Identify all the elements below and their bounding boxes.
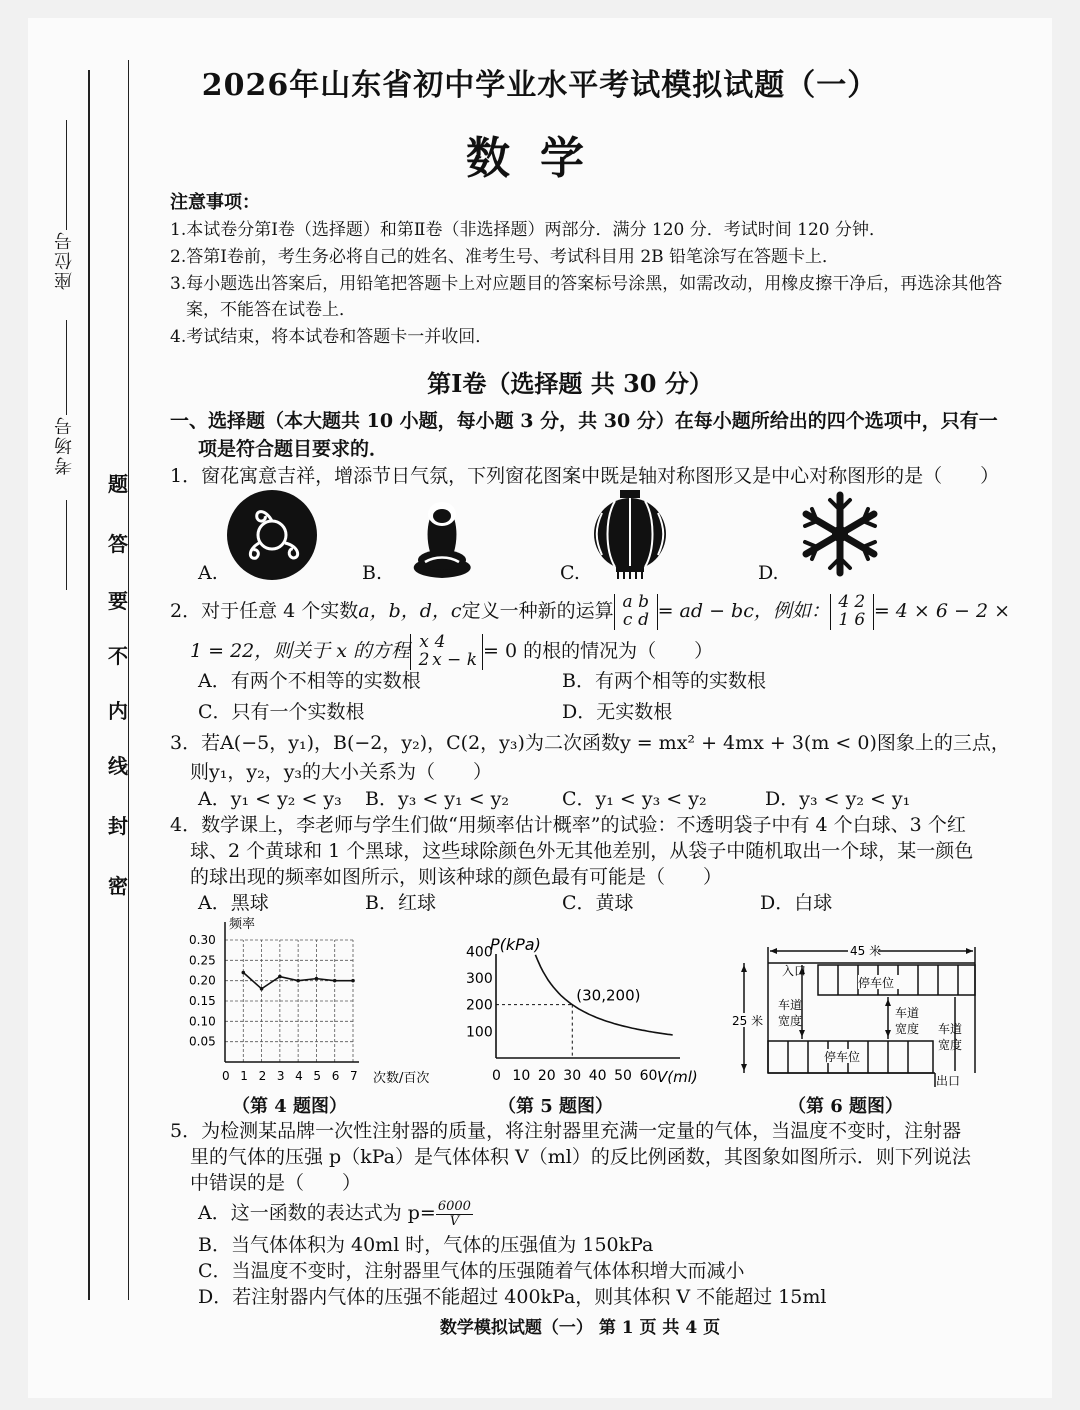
fig4-xtick-label: 0 bbox=[222, 1069, 230, 1083]
subject-title: 数学 bbox=[466, 133, 614, 184]
binding-line-inner bbox=[128, 60, 129, 1300]
name-blank[interactable] bbox=[66, 500, 67, 590]
det-cell: x bbox=[419, 632, 429, 652]
fig5-axes bbox=[496, 954, 680, 1058]
fig5-xtick-label: 30 bbox=[563, 1068, 582, 1084]
fig4-ytick-label: 0.25 bbox=[189, 953, 216, 968]
q2-def-result: = ad − bc，例如： bbox=[657, 599, 830, 622]
det-cell: b bbox=[638, 592, 650, 612]
fig4-data-point bbox=[278, 975, 282, 979]
fig6-parking-bottom: 停车位 bbox=[824, 1050, 861, 1064]
fig6-parking-top: 停车位 bbox=[858, 976, 895, 990]
q2-det-definition bbox=[614, 594, 658, 630]
q2-stem-a: 2．对于任意 4 个实数 bbox=[170, 599, 359, 622]
note-item: 1.本试卷分第Ⅰ卷（选择题）和第Ⅱ卷（非选择题）两部分．满分 120 分．考试时间 120 分钟． bbox=[170, 220, 886, 240]
fig4-data-point bbox=[260, 987, 264, 991]
fig4-xtick-label: 3 bbox=[276, 1069, 285, 1083]
q1-option-d[interactable]: D. bbox=[758, 562, 779, 584]
fig4-ytick-label: 0.15 bbox=[189, 994, 216, 1008]
q2-example-result: = 4 × 6 − 2 × bbox=[873, 599, 1011, 622]
q3-option-c[interactable]: C．y₁ < y₃ < y₂ bbox=[562, 788, 707, 810]
seal-char-5: 不 bbox=[108, 644, 128, 668]
q2-det-example bbox=[830, 594, 874, 630]
q3-option-d[interactable]: D．y₃ < y₂ < y₁ bbox=[765, 788, 911, 810]
det-cell: 2 bbox=[854, 592, 866, 612]
q5-option-c[interactable]: C．当温度不变时，注射器里气体的压强随着气体体积增大而减小 bbox=[198, 1260, 745, 1282]
fig6-exit: 出口 bbox=[936, 1074, 961, 1088]
fig5-series bbox=[496, 955, 673, 1058]
fig5-xtick-label: 50 bbox=[614, 1068, 632, 1084]
q4-option-d[interactable]: D．白球 bbox=[760, 892, 833, 914]
fig4-ytick-label: 0.20 bbox=[189, 973, 216, 988]
binding-line-outer bbox=[88, 70, 90, 1300]
fig4-xtick-label: 1 bbox=[240, 1069, 248, 1083]
seal-char-7: 答 bbox=[108, 532, 128, 556]
fig5-ylabel: P(kPa) bbox=[490, 935, 541, 954]
fig4-xtick-label: 5 bbox=[313, 1069, 322, 1083]
q3-stem-line1: 3．若A(−5，y₁)，B(−2，y₂)，C(2，y₃)为二次函数y = mx² + 4mx + 3(m < 0)图象上的三点， bbox=[170, 732, 1010, 754]
fig5-xtick-label: 40 bbox=[588, 1068, 607, 1084]
q5-option-a-fraction bbox=[436, 1200, 473, 1228]
q4-option-c[interactable]: C．黄球 bbox=[562, 892, 634, 914]
fig5-point-label: (30,200) bbox=[576, 986, 641, 1005]
fig4-xtick-label: 7 bbox=[350, 1069, 358, 1083]
fig5-xtick-label: 10 bbox=[512, 1068, 531, 1084]
exam-room-label: 考场号 bbox=[54, 415, 75, 475]
q5-stem-line2: 里的气体的压强 p（kPa）是气体体积 V（ml）的反比例函数，其图象如图所示．则下列说法 bbox=[190, 1146, 971, 1168]
notes-heading: 注意事项： bbox=[170, 192, 260, 213]
fig6-lane-left-2: 宽度 bbox=[778, 1014, 803, 1028]
q2-stem-b: 定义一种新的运算 bbox=[461, 599, 614, 622]
fig4-series bbox=[241, 971, 354, 991]
q1-option-b[interactable]: B. bbox=[362, 562, 383, 584]
fig4-ytick-label: 0.05 bbox=[189, 1034, 216, 1049]
q4-option-b[interactable]: B．红球 bbox=[365, 892, 436, 914]
q2-line2-a: 1 = 22，则关于 x 的方程 bbox=[190, 639, 411, 662]
fig6-lane-left-1: 车道 bbox=[778, 998, 803, 1012]
section-title: 第Ⅰ卷（选择题 共 30 分） bbox=[427, 369, 713, 398]
q1-option-a-papercut bbox=[225, 488, 320, 583]
q2-stem-line2 bbox=[190, 634, 713, 670]
det-cell: x − k bbox=[432, 649, 478, 670]
det-cell: 6 bbox=[854, 609, 866, 630]
q3-option-a[interactable]: A．y₁ < y₂ < y₃ bbox=[198, 788, 342, 810]
fig5-ytick-label: 200 bbox=[466, 997, 493, 1014]
q3-option-b[interactable]: B．y₃ < y₁ < y₂ bbox=[365, 788, 510, 810]
fig4-frequency-chart bbox=[185, 912, 445, 1087]
q1-option-c[interactable]: C. bbox=[560, 562, 580, 584]
q2-det-equation bbox=[410, 634, 483, 670]
fig5-ytick-label: 100 bbox=[466, 1024, 493, 1041]
fig5-pressure-chart bbox=[460, 930, 710, 1090]
q2-option-c[interactable]: C．只有一个实数根 bbox=[198, 701, 365, 723]
fig4-xtick-label: 6 bbox=[331, 1069, 340, 1083]
det-cell: c bbox=[622, 609, 633, 630]
fig4-xtick-label: 4 bbox=[295, 1069, 303, 1083]
q4-stem-line1: 4．数学课上，李老师与学生们做“用频率估计概率”的试验：不透明袋子中有 4 个白球、3 个红 bbox=[170, 814, 966, 836]
q5-option-b[interactable]: B．当气体体积为 40ml 时，气体的压强值为 150kPa bbox=[198, 1234, 654, 1256]
q4-option-a[interactable]: A．黑球 bbox=[198, 892, 269, 914]
q3-stem-line2: 则y₁，y₂，y₃的大小关系为（ ） bbox=[190, 761, 493, 783]
fig4-ytick-label: 0.10 bbox=[189, 1014, 216, 1029]
fig5-xtick-label: 20 bbox=[537, 1068, 556, 1084]
seal-char-3: 线 bbox=[108, 754, 128, 778]
fig6-lane-mid-1: 车道 bbox=[895, 1006, 920, 1020]
fig6-lane-right-2: 宽度 bbox=[938, 1038, 963, 1052]
det-cell: 1 bbox=[838, 609, 850, 630]
exam-title: 2026年山东省初中学业水平考试模拟试题（一） bbox=[201, 68, 879, 103]
fig6-caption: （第 6 题图） bbox=[788, 1096, 904, 1117]
fig4-data-point bbox=[241, 971, 245, 975]
det-cell: d bbox=[638, 609, 650, 630]
note-item: 2.答第Ⅰ卷前，考生务必将自己的姓名、准考生号、考试科目用 2B 铅笔涂写在答题卡上． bbox=[170, 247, 840, 267]
section-intro-cont: 项是符合题目要求的． bbox=[198, 438, 389, 460]
q1-option-c-papercut bbox=[590, 488, 670, 580]
fig4-xtick-label: 2 bbox=[258, 1069, 267, 1083]
note-item: 3.每小题选出答案后，用铅笔把答题卡上对应题目的答案标号涂黑，如需改动，用橡皮擦干净后，再选涂其他答 bbox=[170, 274, 1003, 294]
fig4-data-point bbox=[351, 979, 355, 983]
det-cell: 4 bbox=[434, 632, 446, 652]
fig5-ticks bbox=[466, 944, 657, 1084]
fig4-caption: （第 4 题图） bbox=[232, 1096, 348, 1117]
fig4-ytick-label: 0.30 bbox=[189, 933, 216, 947]
fig4-xlabel: 次数/百次 bbox=[373, 1071, 430, 1086]
fig6-parking-diagram bbox=[730, 935, 995, 1090]
fig6-width-label: 45 米 bbox=[850, 944, 882, 958]
q5-option-a-text: A．这一函数的表达式为 p= bbox=[198, 1202, 436, 1225]
q1-option-d-papercut bbox=[795, 490, 885, 578]
q1-option-b-papercut bbox=[395, 490, 490, 582]
note-item: 4.考试结束，将本试卷和答题卡一并收回． bbox=[170, 327, 493, 347]
seal-char-8: 题 bbox=[108, 472, 128, 496]
q5-stem-line1: 5．为检测某品牌一次性注射器的质量，将注射器里充满一定量的气体，当温度不变时，注射器 bbox=[170, 1120, 962, 1142]
fig5-ytick-label: 300 bbox=[466, 971, 493, 987]
fig4-data-point bbox=[315, 977, 319, 981]
det-cell: 2 bbox=[418, 649, 430, 670]
fig6-height-label: 25 米 bbox=[732, 1014, 764, 1028]
fig6-lane-mid-2: 宽度 bbox=[895, 1022, 920, 1036]
fig4-data-point bbox=[296, 979, 300, 983]
det-cell: a bbox=[622, 592, 633, 612]
fig6-entrance: 入口 bbox=[782, 964, 807, 978]
fig4-ylabel: 频率 bbox=[229, 917, 256, 932]
seal-char-4: 内 bbox=[108, 699, 128, 723]
note-item: 案，不能答在试卷上． bbox=[186, 300, 356, 320]
q5-stem-line3: 中错误的是（ ） bbox=[190, 1172, 362, 1194]
det-cell: 4 bbox=[838, 592, 850, 612]
fig5-xtick-label: 0 bbox=[492, 1068, 501, 1084]
q2-stem-vars: a，b，d，c bbox=[358, 599, 462, 622]
fig4-ticks bbox=[189, 933, 358, 1083]
q2-option-d[interactable]: D．无实数根 bbox=[562, 701, 673, 723]
q5-option-a[interactable] bbox=[198, 1200, 473, 1228]
seal-char-6: 要 bbox=[108, 589, 128, 613]
q4-stem-line3: 的球出现的频率如图所示，则该种球的颜色最有可能是（ ） bbox=[190, 866, 723, 888]
q5-option-d[interactable]: D．若注射器内气体的压强不能超过 400kPa，则其体积 V 不能超过 15ml bbox=[198, 1286, 827, 1308]
fig6-lane-right-1: 车道 bbox=[938, 1022, 963, 1036]
seal-char-2: 封 bbox=[108, 814, 128, 838]
section-intro: 一、选择题（本大题共 10 小题，每小题 3 分，共 30 分）在每小题所给出的四个选项中，只有一 bbox=[170, 410, 998, 432]
fig5-caption: （第 5 题图） bbox=[498, 1096, 614, 1117]
q2-option-a[interactable]: A．有两个不相等的实数根 bbox=[198, 670, 421, 692]
fig5-xtick-label: 60 bbox=[639, 1068, 658, 1084]
q2-option-b[interactable]: B．有两个相等的实数根 bbox=[562, 670, 766, 692]
seat-number-label: 座位号 bbox=[54, 230, 75, 290]
seal-char-1: 密 bbox=[108, 874, 128, 898]
fig5-xlabel: V(ml) bbox=[657, 1068, 698, 1086]
q1-stem: 1．窗花寓意吉祥，增添节日气氛，下列窗花图案中既是轴对称图形又是中心对称图形的是（ ） bbox=[170, 465, 1000, 487]
fraction-numerator: 6000 bbox=[437, 1199, 471, 1214]
fig5-ytick-label: 400 bbox=[466, 944, 493, 961]
page-footer: 数学模拟试题（一） 第 1 页 共 4 页 bbox=[439, 1318, 721, 1338]
fig4-grid bbox=[225, 922, 359, 1062]
q1-option-a[interactable]: A. bbox=[198, 562, 218, 584]
fraction-denominator: V bbox=[449, 1213, 460, 1229]
fig4-data-point bbox=[333, 979, 337, 983]
q2-stem-line1 bbox=[170, 594, 1010, 630]
q2-line2-b: = 0 的根的情况为（ ） bbox=[483, 639, 714, 662]
q4-stem-line2: 球、2 个黄球和 1 个黑球，这些球除颜色外无其他差别，从袋子中随机取出一个球，某一颜色 bbox=[190, 840, 974, 862]
